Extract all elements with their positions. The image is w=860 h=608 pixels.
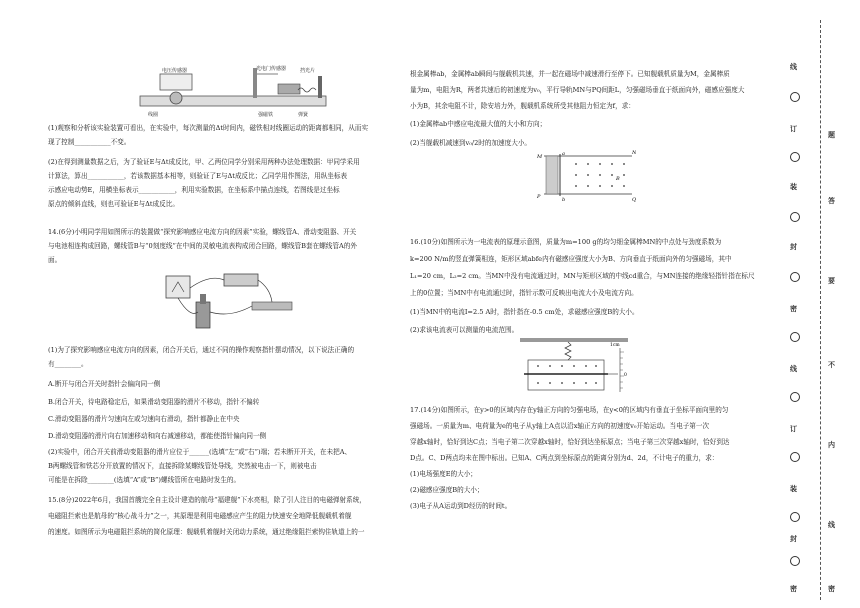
q15-cont-line-2: 量为m，电阻为R，两者共速后的初速度为v₀，平行导轨MN与PQ间距L，匀强磁场垂直于纸面向外，磁感应强度大	[410, 86, 745, 94]
q17-line-7: (3)电子从A运动到D经历的时间t。	[410, 502, 512, 510]
q14-sub2-line-2: B两螺线管和铁芯分开放置的情况下，直接拆除某螺线管处导线，突然被电击一下，则被电击	[48, 462, 317, 470]
q15-cont-line-3: 小为B，其余电阻不计，除安培力外，舰载机系统所受其他阻力恒定为f，求：	[410, 102, 635, 110]
q14-sub-line-2: 有________。	[48, 360, 88, 368]
seal-char: 封	[790, 534, 797, 543]
shade-label: 挡光片	[300, 68, 316, 74]
label-b: b	[562, 197, 566, 202]
seal-circle	[790, 92, 800, 102]
q16-line-2: k=200 N/m的竖直弹簧相连，矩形区域abfe内有磁感应强度大小为B、方向垂直于纸面向外的匀强磁场，其中	[410, 255, 732, 263]
rails-field-figure	[536, 150, 636, 202]
q14-line-3: 面。	[48, 256, 62, 264]
coil-label: 线圈	[148, 112, 159, 118]
q14-sub2-line-3: 可能是在拆除________(选填“A”或“B”)螺线管所在电路时发生的。	[48, 476, 241, 484]
scale-label: 1cm	[610, 343, 620, 348]
seal-char: 密	[790, 304, 797, 313]
q14-option-b: B.闭合开关，待电路稳定后，如果滑动变阻器的滑片不移动，指针不偏转	[48, 398, 260, 406]
q15-line-3: 的速度。如图所示为电磁阻拦系统的简化原理：舰载机着舰时关闭动力系统，通过绝缘阻拦索钩住轨道上的一	[48, 528, 365, 536]
q14-option-d: D.滑动变阻器的滑片向右加速移动和向右减速移动，都能使指针偏向同一侧	[48, 432, 267, 440]
seal-circle	[790, 152, 800, 162]
q16-line-1: 16.(10分)如图所示为一电流表的原理示意图，质量为m=100 g的均匀细金属棒MN的中点处与劲度系数为	[410, 238, 722, 246]
seal-char: 题	[828, 130, 835, 139]
seal-char: 装	[790, 182, 797, 191]
q13-line-5: 示感应电动势E，用横坐标表示___________，利用实验数据，在坐标系中描点连线，若图线是过坐标	[48, 186, 340, 194]
seal-char: 要	[828, 276, 835, 285]
q13-line-4: 计算法，算出___________，若该数据基本相等，则验证了E与Δt成反比；乙同学用作图法，用纵坐标表	[48, 172, 348, 180]
seal-char: 线	[790, 364, 797, 373]
seal-circle	[790, 332, 800, 342]
q14-option-a: A.断开与闭合开关时指针会偏向同一侧	[48, 380, 161, 388]
seal-char: 装	[790, 484, 797, 493]
q15-cont-line-4: (1)金属棒ab中感应电流最大值的大小和方向；	[410, 120, 547, 128]
q15-cont-line-1: 根金属棒ab，金属棒ab瞬间与舰载机共速，并一起在磁场中减速滑行至停下。已知舰载机质量为M，金属棒质	[410, 70, 730, 78]
sensor-label: 电压传感器	[162, 68, 188, 74]
zero-label: 0	[624, 373, 627, 378]
q17-line-5: (1)电场强度E的大小；	[410, 470, 477, 478]
q17-line-3: 穿越x轴时，恰好到达C点；当电子第二次穿越x轴时，恰好到达坐标原点；当电子第三次穿越x轴时，恰好到达	[410, 438, 730, 446]
seal-circle	[790, 212, 800, 222]
seal-circle	[790, 272, 800, 282]
seal-circle	[790, 512, 800, 522]
q17-line-1: 17.(14分)如图所示，在y>0的区域内存在y轴正方向的匀强电场，在y<0的区域内有垂直于坐标平面向里的匀	[410, 406, 729, 414]
q14-sub-line-1: (1)为了探究影响感应电流方向的因素，闭合开关后，通过不同的操作观察指针摆动情况，以下说法正确的	[48, 346, 355, 354]
seal-char: 订	[790, 124, 797, 133]
magnet-label: 强磁铁	[258, 112, 274, 118]
spring-label: 弹簧	[298, 112, 309, 118]
q15-cont-line-5: (2)当舰载机减速到v₀/2时的加速度大小。	[410, 139, 532, 147]
seal-circle	[790, 392, 800, 402]
label-B: B	[616, 176, 620, 182]
seal-circle	[790, 556, 800, 566]
q17-line-6: (2)磁感应强度B的大小；	[410, 486, 484, 494]
seal-char: 密	[828, 584, 835, 593]
q15-line-2: 电磁阻拦索也是航母的“核心战斗力”之一，其原理是利用电磁感应产生的阻力快速安全地降低舰载机着舰	[48, 512, 352, 520]
gate-label: 光电门传感器	[256, 66, 287, 72]
label-P: P	[537, 194, 541, 200]
q14-line-2: 与电池相连构成回路，螺线管B与“0刻度线”在中间的灵敏电流表构成闭合回路，螺线管B套在螺线管A的外	[48, 242, 357, 250]
q13-line-2: 现了控制___________不变。	[48, 138, 131, 146]
q16-line-5: (1)当MN中的电流I=2.5 A时，指针指在-0.5 cm处，求磁感应强度B的大小。	[410, 308, 639, 316]
q14-option-c: C.滑动变阻器的滑片匀速向左或匀速向右滑动，指针都静止在中央	[48, 415, 240, 423]
label-N: N	[632, 150, 636, 156]
seal-strip	[776, 0, 860, 608]
q13-line-3: (2)在得到测量数据之后，为了验证E与Δt成反比，甲、乙两位同学分别采用两种办法处理数据：甲同学采用	[48, 158, 360, 166]
q14-sub2-line-1: (2)实验中，闭合开关前滑动变阻器的滑片应位于______(选填“左”或“右”)端；若未断开开关，在未把A、	[48, 448, 352, 456]
q14-line-1: 14.(6分)小明同学用如图所示的装置做“探究影响感应电流方向的因素”实验，螺线管A、滑动变阻器、开关	[48, 228, 357, 236]
label-a: a	[562, 151, 565, 157]
q13-line-1: (1)观察和分析该实验装置可看出，在实验中，每次测量的Δt时间内，磁铁相对线圈运动的距离都相同，从而实	[48, 124, 369, 132]
seal-char: 内	[828, 440, 835, 449]
seal-dashed-line	[820, 20, 821, 600]
seal-char: 订	[790, 424, 797, 433]
q16-line-3: L₁=20 cm，L₂=2 cm。当MN中没有电流通过时，MN与矩形区域的中线cd重合，与MN连接的绝缘轻指针指在标尺	[410, 272, 755, 280]
seal-char: 答	[828, 196, 835, 205]
seal-char: 不	[828, 360, 835, 369]
q16-line-4: 上的0位置；当MN中有电流通过时，指针示数可反映出电流大小及电流方向。	[410, 289, 638, 297]
solenoid-circuit-figure	[160, 268, 300, 334]
q17-line-4: D点。C、D两点均未在图中标出。已知A、C两点到坐标原点的距离分别为d、2d，不计电子的重力，求：	[410, 454, 719, 462]
seal-char: 密	[790, 584, 797, 593]
seal-char: 封	[790, 242, 797, 251]
seal-char: 线	[828, 520, 835, 529]
seal-circle	[790, 452, 800, 462]
induction-apparatus-figure	[138, 62, 328, 124]
q15-line-1: 15.(8分)2022年6月，我国首艘完全自主设计建造的航母“福建舰”下水亮相，除了引人注目的电磁弹射系统，	[48, 496, 366, 504]
label-M: M	[537, 154, 543, 160]
label-Q: Q	[632, 197, 636, 202]
q17-line-2: 强磁场。一质量为m、电荷量为e的电子从y轴上A点以沿x轴正方向的初速度v₀开始运动。当电子第一次	[410, 422, 710, 430]
q16-line-6: (2)求该电流表可以测量的电流范围。	[410, 326, 519, 334]
seal-char: 线	[790, 62, 797, 71]
spring-field-figure	[518, 336, 630, 394]
q13-line-6: 原点的倾斜直线，则也可验证E与Δt成反比。	[48, 200, 179, 208]
